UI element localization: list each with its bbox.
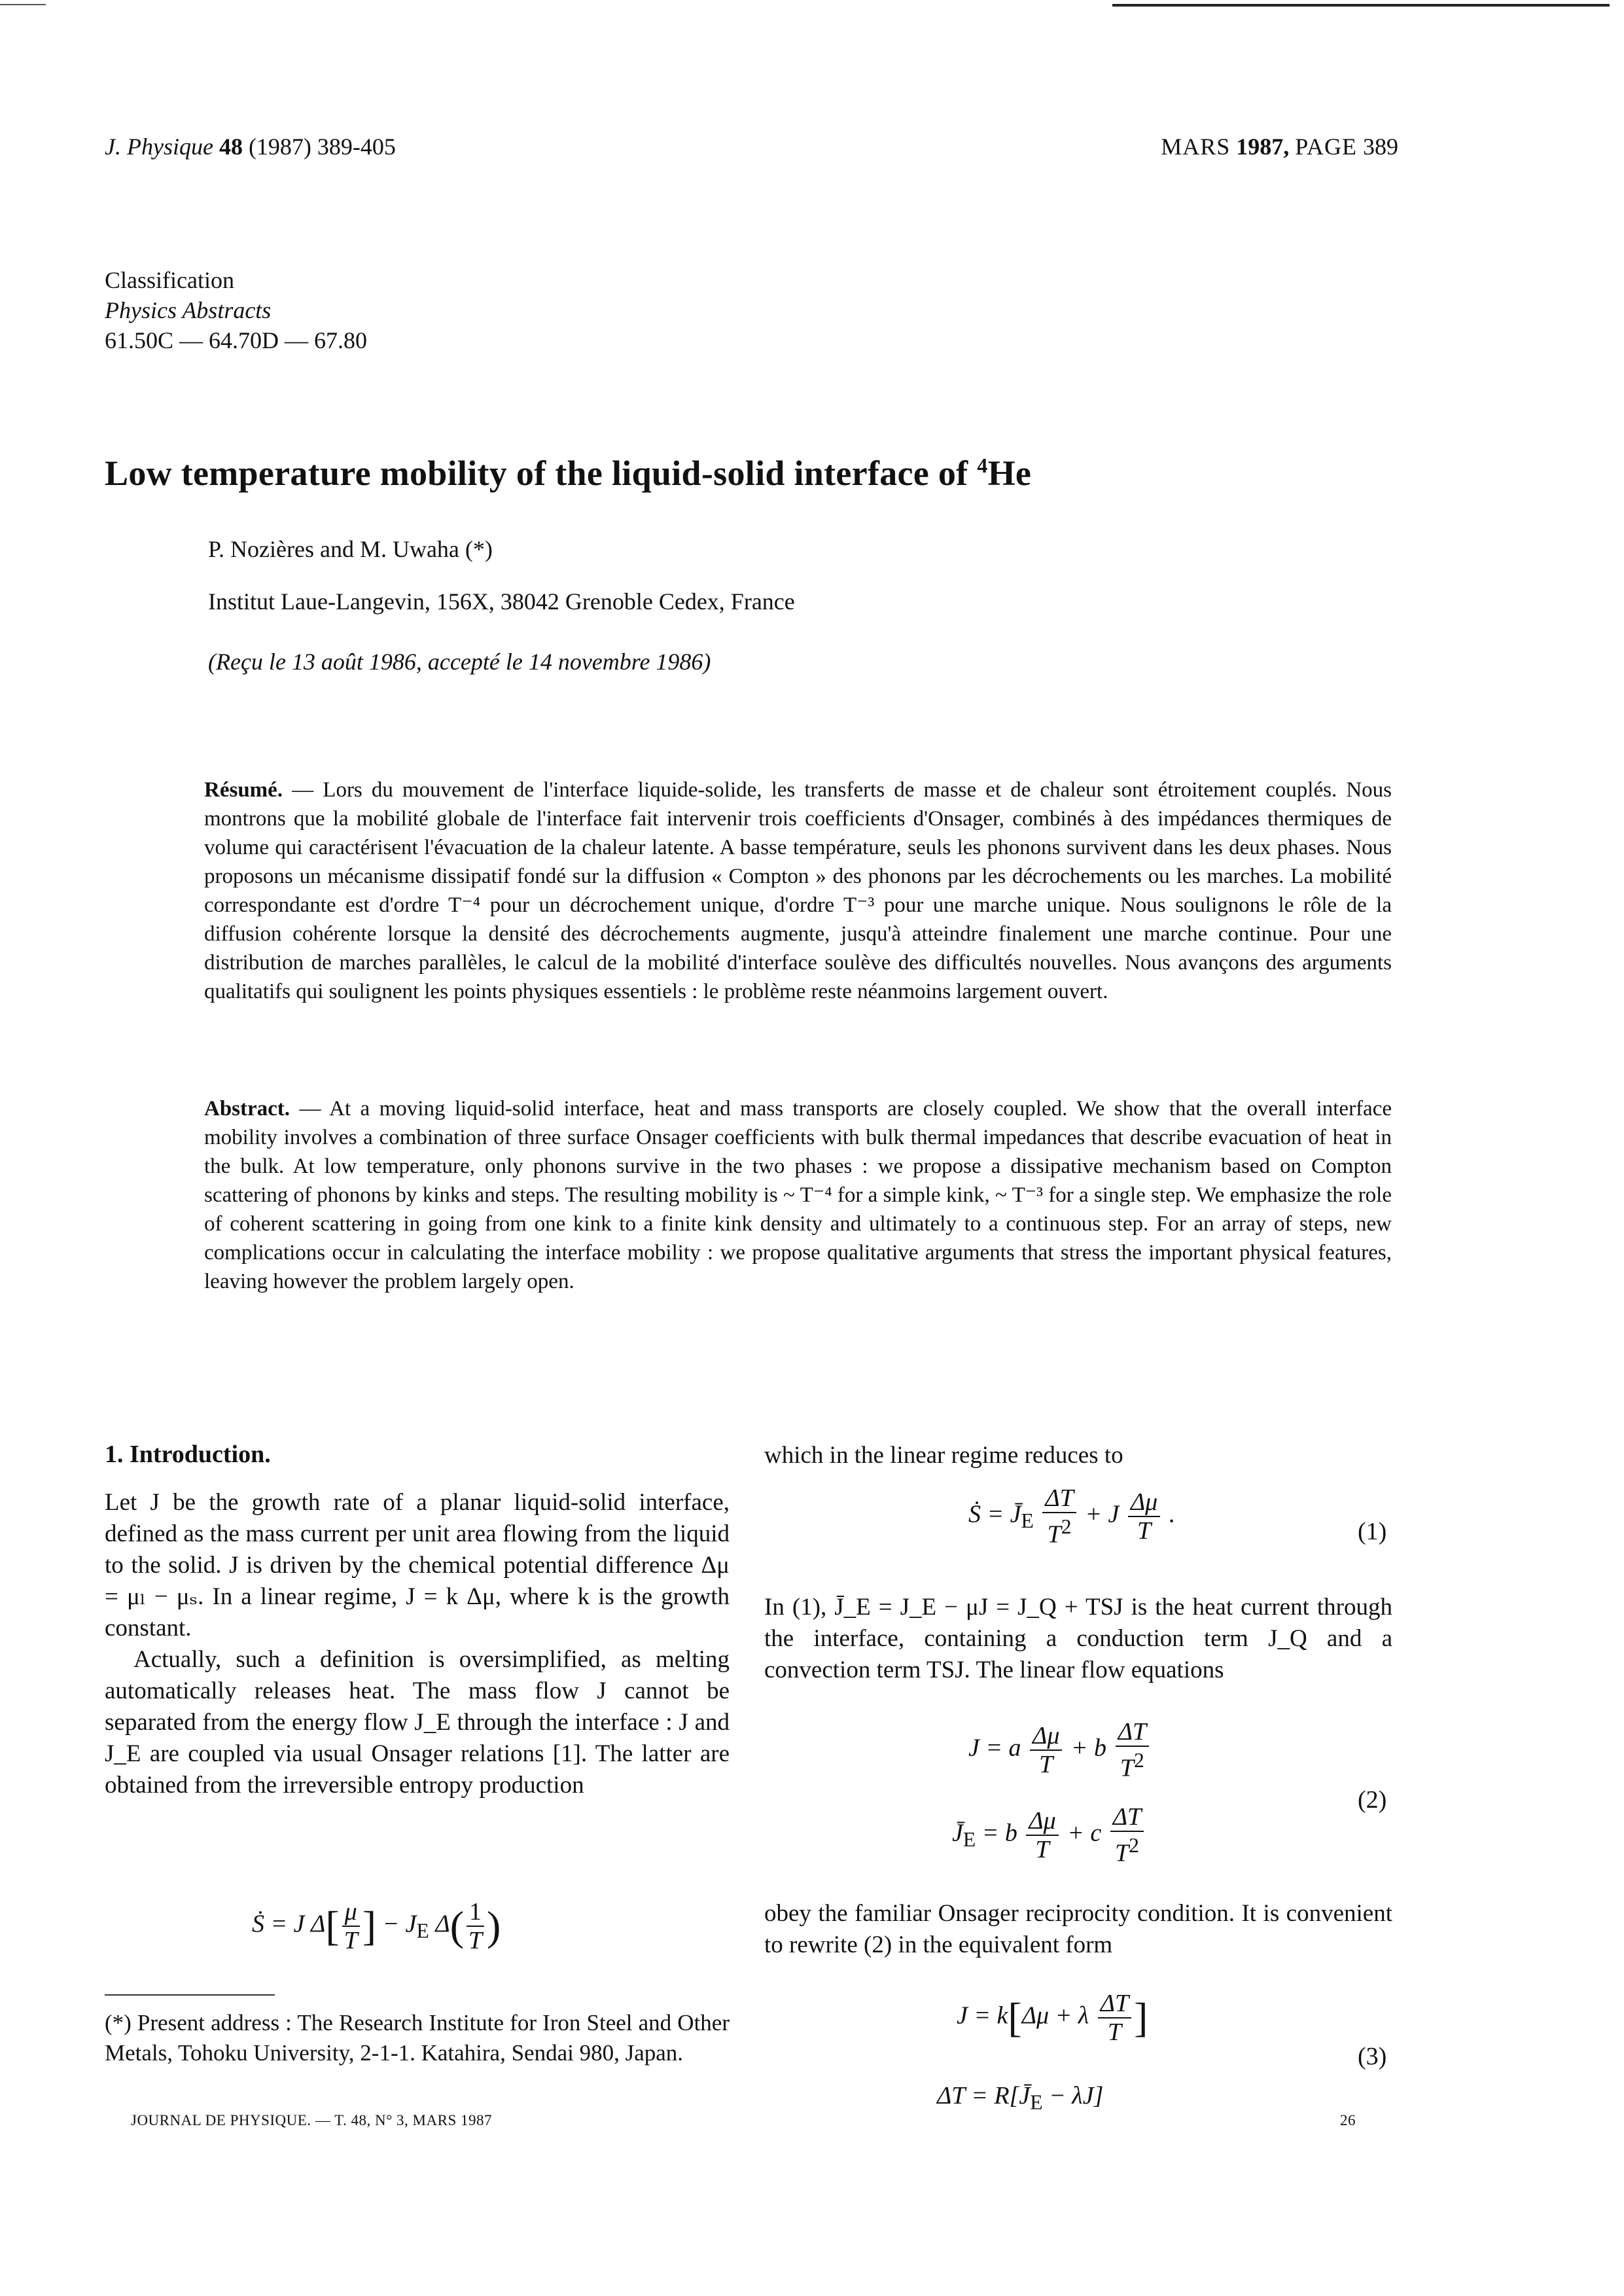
classification-codes: 61.50C — 64.70D — 67.80: [105, 327, 368, 353]
scan-edge-line: [0, 4, 46, 5]
intro-paragraph-2: Actually, such a definition is oversimplified, as melting automatically releases heat. The mass flow J cannot be separated from the energy flow J_E through the interface : J and J_E are coupled via usual Onsager relations [1]. The latter are obtained from the irreversible entropy production: [105, 1646, 730, 1799]
resume-label: Résumé.: [204, 778, 283, 802]
abstract-label: Abstract.: [204, 1097, 291, 1121]
journal-name: J. Physique: [105, 134, 213, 160]
signature-mark: 26: [1340, 2112, 1356, 2128]
running-header-right: [1161, 133, 1398, 160]
right-paragraph-3: obey the familiar Onsager reciprocity condition. It is convenient to rewrite (2) in the equivalent form: [764, 1900, 1392, 1958]
scan-edge-rule: [1112, 4, 1610, 7]
equation-2a: J = a $\frac{\Delta\mu}{T}$ + b $\frac{\Delta T}{T^2}$: [968, 1718, 1152, 1782]
equation-2b: $J̄_E = b$ $\frac{\Delta\mu}{T}$ + c $\frac{\Delta T}{T^2}$: [952, 1803, 1146, 1867]
received-dates: (Reçu le 13 août 1986, accepté le 14 novembre 1986): [208, 649, 711, 675]
classification-block: [105, 265, 367, 355]
title-main: Low temperature mobility of the liquid-solid interface of: [105, 454, 968, 493]
affiliation: Institut Laue-Langevin, 156X, 38042 Grenoble Cedex, France: [208, 588, 795, 615]
title-isotope-mass: 4: [977, 454, 988, 477]
issue-year: 1987,: [1236, 134, 1290, 160]
equation-1: Ṡ = $J̄_E$ $\frac{\Delta T}{T^2}$ + J $\frac{\Delta\mu}{T}$ .: [968, 1484, 1176, 1549]
intro-paragraph-1: Let J be the growth rate of a planar liquid-solid interface, defined as the mass current per unit area flowing from the liquid to the solid. J is driven by the chemical potential difference Δμ = μₗ − μₛ. In a linear regime, J = k Δμ, where k is the growth constant.: [105, 1489, 730, 1641]
equation-3a: J = k[Δμ + λ $\frac{\Delta T}{T}$ ]: [957, 1990, 1148, 2046]
equation-3-number: (3): [1358, 2043, 1387, 2070]
resume-text: — Lors du mouvement de l'interface liquide-solide, les transferts de masse et de chaleur sont étroitement couplés. Nous montrons que la mobilité globale de l'interface fait intervenir trois coefficients d'Onsager, combinés à des impédances thermiques de volume qui caractérisent l'évacuation de la chaleur latente. A basse température, seuls les phonons survivent dans les deux phases. Nous proposons un mécanisme dissipatif fondé sur la diffusion « Compton » des phonons par les décrochements ou les marches. La mobilité correspondante est d'ordre T⁻⁴ pour un décrochement unique, d'ordre T⁻³ pour une marche unique. Nous soulignons le rôle de la diffusion cohérente lorsque la densité des décrochements augmente, jusqu'à atteindre finalement une marche continue. Pour une distribution de marches parallèles, le calcul de la mobilité d'interface soulève des difficultés nouvelles. Nous avançons des arguments qualitatifs qui soulignent les points physiques essentiels : le problème reste néanmoins largement ouvert.: [204, 778, 1392, 1003]
running-header-left: [105, 133, 396, 160]
equation-3b: $\Delta T = R[J̄_E - \lambda J]$: [937, 2082, 1104, 2114]
journal-year-pages: (1987) 389-405: [248, 134, 396, 160]
abstract-paragraph: [204, 1094, 1392, 1296]
section-heading-introduction: 1. Introduction.: [105, 1441, 271, 1468]
footnote-rule: [105, 1994, 275, 1996]
resume-paragraph: [204, 776, 1392, 1006]
intro-body: [105, 1487, 730, 1801]
issue-month: MARS: [1161, 134, 1231, 160]
authors: P. Nozières and M. Uwaha (*): [208, 536, 493, 562]
page-label: PAGE: [1295, 134, 1357, 160]
title-isotope-element: He: [987, 454, 1032, 493]
footnote: (*) Present address : The Research Institute for Iron Steel and Other Metals, Tohoku University, 2-1-1. Katahira, Sendai 980, Japan.: [105, 2010, 730, 2066]
classification-label: Classification: [105, 267, 234, 293]
article-title: [105, 453, 1031, 493]
equation-entropy-production: Ṡ = J Δ[ $\frac{\mu}{T}$ ] − $J_E$ Δ( $\frac{1}{T}$ ): [252, 1898, 501, 1954]
journal-volume: 48: [219, 134, 243, 160]
equation-2-number: (2): [1358, 1786, 1387, 1814]
right-paragraph-1: which in the linear regime reduces to: [764, 1442, 1123, 1469]
page-number: 389: [1363, 134, 1398, 160]
equation-1-number: (1): [1358, 1518, 1387, 1545]
right-paragraph-2: In (1), J̄_E = J_E − μJ = J_Q + TSJ is the heat current through the interface, containing a conduction term J_Q and a convection term TSJ. The linear flow equations: [764, 1594, 1392, 1683]
abstract-text: — At a moving liquid-solid interface, heat and mass transports are closely coupled. We show that the overall interface mobility involves a combination of three surface Onsager coefficients with bulk thermal impedances that describe evacuation of heat in the bulk. At low temperature, only phonons survive in the two phases : we propose a dissipative mechanism based on Compton scattering of phonons by kinks and steps. The resulting mobility is ~ T⁻⁴ for a simple kink, ~ T⁻³ for a single step. We emphasize the role of coherent scattering in going from one kink to a finite kink density and ultimately to a continuous step. For an array of steps, new complications occur in calculating the interface mobility : we propose qualitative arguments that stress the important physical features, leaving however the problem largely open.: [204, 1097, 1392, 1293]
classification-source: Physics Abstracts: [105, 297, 272, 323]
journal-footer-line: JOURNAL DE PHYSIQUE. — T. 48, N° 3, MARS 1987: [131, 2112, 492, 2128]
